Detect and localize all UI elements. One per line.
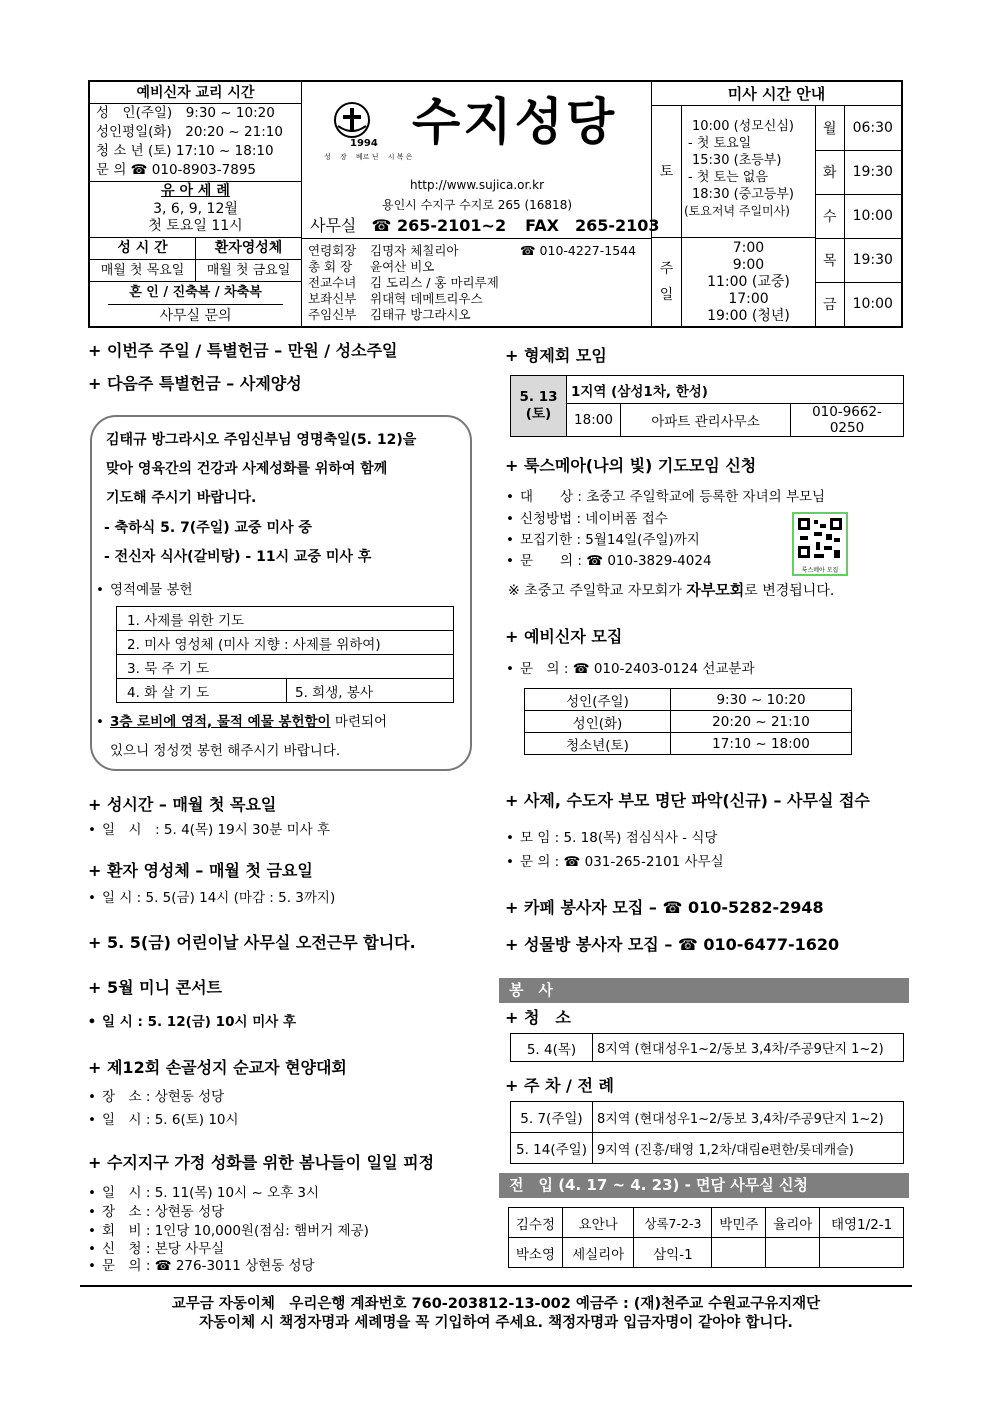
footer-account: 우리은행 계좌번호 760-203812-13-002 예금주 : (재)천주교 수원교구유지재단 xyxy=(274,1296,821,1312)
staff-phone: ☎ 010-4227-1544 xyxy=(520,243,637,258)
lux-note-bold: 자부모회 xyxy=(686,581,745,599)
sick-communion-value: 매월 첫 금요일 xyxy=(206,263,291,278)
transfer-cell: 삼익-1 xyxy=(634,1238,712,1268)
mass-time: 10:00 (성모신심) xyxy=(692,119,794,134)
sunday-times xyxy=(682,238,816,326)
footer-line-2: 자동이체 시 책정자명과 세례명을 꼭 기입하여 주세요. 책정자명과 입금자명이 같아야 합니다. xyxy=(199,1315,793,1331)
transfer-cell: 태영1/2-1 xyxy=(820,1208,904,1238)
staff-name: 윤여산 비오 xyxy=(370,259,435,274)
holy-hour-title: + 성시간 – 매월 첫 목요일 xyxy=(88,795,277,814)
offering-item: 3. 묵 주 기 도 xyxy=(117,655,454,679)
parish-url[interactable]: http://www.sujica.or.kr xyxy=(409,178,545,192)
staff-row xyxy=(308,243,651,259)
mass-time: 19:00 (청년) xyxy=(707,308,790,324)
sick-communion-title: + 환자 영성체 – 매월 첫 금요일 xyxy=(88,861,313,880)
holy-hour-box xyxy=(90,238,196,282)
brothers-table xyxy=(510,375,904,437)
transfer-cell: 상록7-2-3 xyxy=(634,1208,712,1238)
footer-line-1 xyxy=(0,1292,992,1313)
staff-box xyxy=(302,238,652,326)
catechumen-group: 성인(주일) xyxy=(525,689,671,711)
mass-time: 18:30 (중고등부) xyxy=(692,187,794,202)
transfer-cell: 박민주 xyxy=(712,1208,766,1238)
catechumen-time: 9:30 ~ 10:20 xyxy=(671,689,852,711)
lux-qr-code[interactable] xyxy=(792,512,848,576)
concert-title: + 5월 미니 콘서트 xyxy=(88,978,222,997)
footer-autopay-label: 교무금 자동이체 xyxy=(171,1296,275,1312)
staff-role: 전교수녀 xyxy=(308,275,357,290)
parking-date: 5. 14(주일) xyxy=(511,1133,593,1164)
transfer-cell: 요안나 xyxy=(562,1208,633,1238)
picnic-line: • 신 청 : 본당 사무실 xyxy=(82,1240,224,1259)
footer-divider xyxy=(80,1285,912,1287)
cleaning-table xyxy=(510,1033,904,1062)
concert-line: • 일 시 : 5. 12(금) 10시 미사 후 xyxy=(82,1013,296,1032)
wedding-value: 사무실 문의 xyxy=(159,308,232,324)
transfer-cell: 율리아 xyxy=(766,1208,820,1238)
logo-year: 1994 xyxy=(350,138,378,149)
catechism-contact: 문 의 ☎ 010-8903-7895 xyxy=(96,162,256,178)
weekday-time: 10:00 xyxy=(844,194,901,238)
feast-celebration: - 축하식 5. 7(주일) 교중 미사 중 xyxy=(104,520,312,536)
qr-caption: 룩스메아 모집 xyxy=(801,567,839,574)
brothers-title: + 형제회 모임 xyxy=(505,346,607,365)
holy-hour-title: 성 시 간 xyxy=(90,238,195,260)
catechism-row: 성 인(주일) 9:30 ~ 10:20 xyxy=(96,105,275,121)
parish-logo xyxy=(324,100,413,170)
picnic-title: + 수지지구 가정 성화를 위한 봄나들이 일일 피정 xyxy=(88,1153,435,1172)
transfer-bar: 전 입 (4. 17 ~ 4. 23) - 면담 사무실 신청 xyxy=(499,1173,909,1198)
picnic-line: • 일 시 : 5. 11(목) 10시 ~ 오후 3시 xyxy=(82,1184,319,1203)
weekday-label: 금 xyxy=(816,282,844,326)
weekday-label: 화 xyxy=(816,150,844,194)
staff-name: 김 도리스 / 홍 마리루제 xyxy=(370,275,499,290)
collection-next-week: + 다음주 특별헌금 – 사제양성 xyxy=(88,374,302,393)
office-fax: FAX 265-2103 xyxy=(525,216,660,235)
office-phone: ☎ 265-2101~2 xyxy=(371,216,507,235)
parking-area: 8지역 (현대성우1~2/동보 3,4차/주공9단지 1~2) xyxy=(593,1102,904,1133)
staff-name: 위대혁 데메트리우스 xyxy=(370,291,483,306)
saturday-label: 토 xyxy=(652,106,682,238)
transfer-cell: 세실리아 xyxy=(562,1238,633,1268)
transfer-cell xyxy=(766,1238,820,1268)
lux-title: + 룩스메아(나의 빛) 기도모임 신청 xyxy=(505,456,757,475)
brothers-date: 5. 13 (토) xyxy=(511,376,567,437)
staff-name: 김태규 방그라시오 xyxy=(370,307,471,322)
infant-baptism-time: 첫 토요일 11시 xyxy=(148,218,243,234)
offering-item: 4. 화 살 기 도 xyxy=(117,679,287,703)
transfer-cell xyxy=(712,1238,766,1268)
childrens-day-notice: + 5. 5(금) 어린이날 사무실 오전근무 합니다. xyxy=(88,933,416,952)
mass-title: 미사 시간 안내 xyxy=(652,82,901,106)
lux-note-pre: ※ 초중고 주일학교 자모회가 xyxy=(508,583,687,599)
office-label: 사무실 xyxy=(310,216,357,235)
mass-note: - 첫 토요일 xyxy=(688,136,752,151)
catechism-row: 청 소 년 (토) 17:10 ~ 18:10 xyxy=(96,143,274,159)
feast-text: 김태규 방그라시오 주임신부님 영명축일(5. 12)을 xyxy=(106,432,417,448)
catechumen-contact: • 문 의 : ☎ 010-2403-0124 선교분과 xyxy=(500,660,755,679)
brothers-area: 1지역 (삼성1차, 한성) xyxy=(567,376,904,404)
staff-row xyxy=(308,275,651,291)
weekday-time: 19:30 xyxy=(844,150,901,194)
catechumen-title: + 예비신자 모집 xyxy=(505,627,623,646)
parents-line: • 모 임 : 5. 18(목) 점심식사 - 식당 xyxy=(500,829,717,848)
transfer-table xyxy=(508,1207,904,1268)
cafe-volunteers: + 카페 봉사자 모집 – ☎ 010-5282-2948 xyxy=(505,898,824,917)
staff-name: 김명자 체칠리아 xyxy=(370,243,459,258)
pilgrimage-line: • 일 시 : 5. 6(토) 10시 xyxy=(82,1111,239,1130)
brothers-place: 아파트 관리사무소 xyxy=(621,404,791,437)
lux-line: • 모집기한 : 5월14일(주일)까지 xyxy=(500,531,700,550)
parish-title-box xyxy=(302,82,660,238)
weekday-time: 19:30 xyxy=(844,238,901,282)
saturday-times xyxy=(682,106,816,238)
offering-table xyxy=(116,606,454,703)
weekday-label: 수 xyxy=(816,194,844,238)
lux-line: • 신청방법 : 네이버폼 접수 xyxy=(500,510,668,529)
pilgrimage-title: + 제12회 손골성지 순교자 현양대회 xyxy=(88,1058,347,1077)
holy-hour-line: • 일 시 : 5. 4(목) 19시 30분 미사 후 xyxy=(82,821,330,840)
weekday-time: 10:00 xyxy=(844,282,901,326)
parking-title: + 주 차 / 전 례 xyxy=(505,1076,614,1095)
picnic-line: • 회 비 : 1인당 10,000원(점심: 햄버거 제공) xyxy=(82,1222,369,1241)
offering-note-2: 있으니 정성껏 봉헌 해주시기 바랍니다. xyxy=(110,743,341,759)
parents-line: • 문 의 : ☎ 031-265-2101 사무실 xyxy=(500,853,724,872)
lux-note xyxy=(508,581,834,601)
picnic-line: • 문 의 : ☎ 276-3011 상현동 성당 xyxy=(82,1257,315,1276)
lux-line: • 문 의 : ☎ 010-3829-4024 xyxy=(500,552,712,571)
mass-time: 15:30 (초등부) xyxy=(692,153,782,168)
infant-baptism-title: 유 아 세 례 xyxy=(161,183,230,199)
staff-role: 보좌신부 xyxy=(308,291,357,306)
offering-item: 1. 사제를 위한 기도 xyxy=(117,607,454,631)
feast-text: 맞아 영육간의 건강과 사제성화를 위하여 함께 xyxy=(106,461,388,477)
parking-date: 5. 7(주일) xyxy=(511,1102,593,1133)
infant-baptism-box xyxy=(90,182,302,238)
offering-note-bold: 3층 로비에 영적, 물적 예물 봉헌함이 xyxy=(110,714,331,730)
feast-meal: - 전신자 식사(갈비탕) - 11시 교중 미사 후 xyxy=(104,549,372,565)
offering-title: • 영적예물 봉헌 xyxy=(90,581,193,600)
staff-row xyxy=(308,291,651,307)
parents-title: + 사제, 수도자 부모 명단 파악(신규) – 사무실 접수 xyxy=(505,791,870,810)
weekday-label: 월 xyxy=(816,106,844,150)
sick-communion-title: 환자영성체 xyxy=(196,238,301,260)
catechumen-group: 청소년(토) xyxy=(525,733,671,755)
feast-day-box xyxy=(90,415,472,771)
catechumen-table xyxy=(524,688,852,755)
logo-caption: 성 장 베르 닌 시 복 은 xyxy=(324,153,413,161)
staff-row xyxy=(308,259,651,275)
parish-address: 용인시 수지구 수지로 265 (16818) xyxy=(381,198,573,212)
parish-name: 수지성당 xyxy=(412,93,618,151)
qr-code-icon xyxy=(794,514,846,562)
mass-time: 9:00 xyxy=(732,257,765,273)
parking-table xyxy=(510,1101,904,1164)
sick-communion-line: • 일 시 : 5. 5(금) 14시 (마감 : 5. 3까지) xyxy=(82,889,335,908)
office-row xyxy=(310,213,660,236)
staff-role: 연령회장 xyxy=(308,243,357,258)
catechism-title: 예비신자 교리 시간 xyxy=(90,82,301,104)
weekday-mass-table xyxy=(816,106,901,326)
weekday-time: 06:30 xyxy=(844,106,901,150)
transfer-cell: 김수정 xyxy=(509,1208,563,1238)
shop-volunteers: + 성물방 봉사자 모집 – ☎ 010-6477-1620 xyxy=(505,935,840,954)
feast-text: 기도해 주시기 바랍니다. xyxy=(106,490,257,506)
lux-note-post: 로 변경됩니다. xyxy=(744,583,835,599)
parking-area: 9지역 (진흥/태영 1,2차/대림e편한/롯데캐슬) xyxy=(593,1133,904,1164)
service-bar: 봉 사 xyxy=(499,978,909,1003)
mass-time: 7:00 xyxy=(732,240,765,256)
wedding-box xyxy=(90,282,302,326)
staff-role: 총 회 장 xyxy=(308,259,353,274)
picnic-line: • 장 소 : 상현동 성당 xyxy=(82,1203,224,1222)
pilgrimage-line: • 장 소 : 상현동 성당 xyxy=(82,1088,224,1107)
mass-time: 17:00 xyxy=(728,291,769,307)
mass-note: - 첫 토는 없음 xyxy=(688,170,768,185)
transfer-cell: 박소영 xyxy=(509,1238,563,1268)
wedding-title: 혼 인 / 진축복 / 차축복 xyxy=(108,282,283,305)
catechism-box xyxy=(90,82,302,182)
catechumen-group: 성인(화) xyxy=(525,711,671,733)
catechism-row: 성인평일(화) 20:20 ~ 21:10 xyxy=(96,124,283,140)
mass-time: 11:00 (교중) xyxy=(707,274,790,290)
cleaning-title: + 청 소 xyxy=(505,1008,571,1027)
holy-hour-value: 매월 첫 목요일 xyxy=(100,263,185,278)
catechumen-time: 17:10 ~ 18:00 xyxy=(671,733,852,755)
infant-baptism-months: 3, 6, 9, 12월 xyxy=(153,201,238,217)
header xyxy=(88,80,903,328)
catechumen-time: 20:20 ~ 21:10 xyxy=(671,711,852,733)
cleaning-area: 8지역 (현대성우1~2/동보 3,4차/주공9단지 1~2) xyxy=(593,1034,904,1062)
lux-line: • 대 상 : 초중고 주일학교에 등록한 자녀의 부모님 xyxy=(500,488,825,507)
brothers-time: 18:00 xyxy=(567,404,621,437)
staff-row xyxy=(308,307,651,323)
transfer-cell xyxy=(820,1238,904,1268)
sunday-label: 주 일 xyxy=(652,238,682,326)
cleaning-date: 5. 4(목) xyxy=(511,1034,593,1062)
mass-note: (토요저녁 주일미사) xyxy=(684,204,790,218)
collection-this-week: + 이번주 주일 / 특별헌금 – 만원 / 성소주일 xyxy=(88,341,398,360)
offering-item: 5. 희생, 봉사 xyxy=(287,679,454,703)
staff-role: 주임신부 xyxy=(308,307,357,322)
sick-communion-box xyxy=(196,238,302,282)
offering-note-rest: 마련되어 xyxy=(330,714,388,730)
brothers-phone: 010-9662-0250 xyxy=(791,404,904,437)
offering-item: 2. 미사 영성체 (미사 지향 : 사제를 위하여) xyxy=(117,631,454,655)
weekday-label: 목 xyxy=(816,238,844,282)
offering-note xyxy=(90,713,387,732)
